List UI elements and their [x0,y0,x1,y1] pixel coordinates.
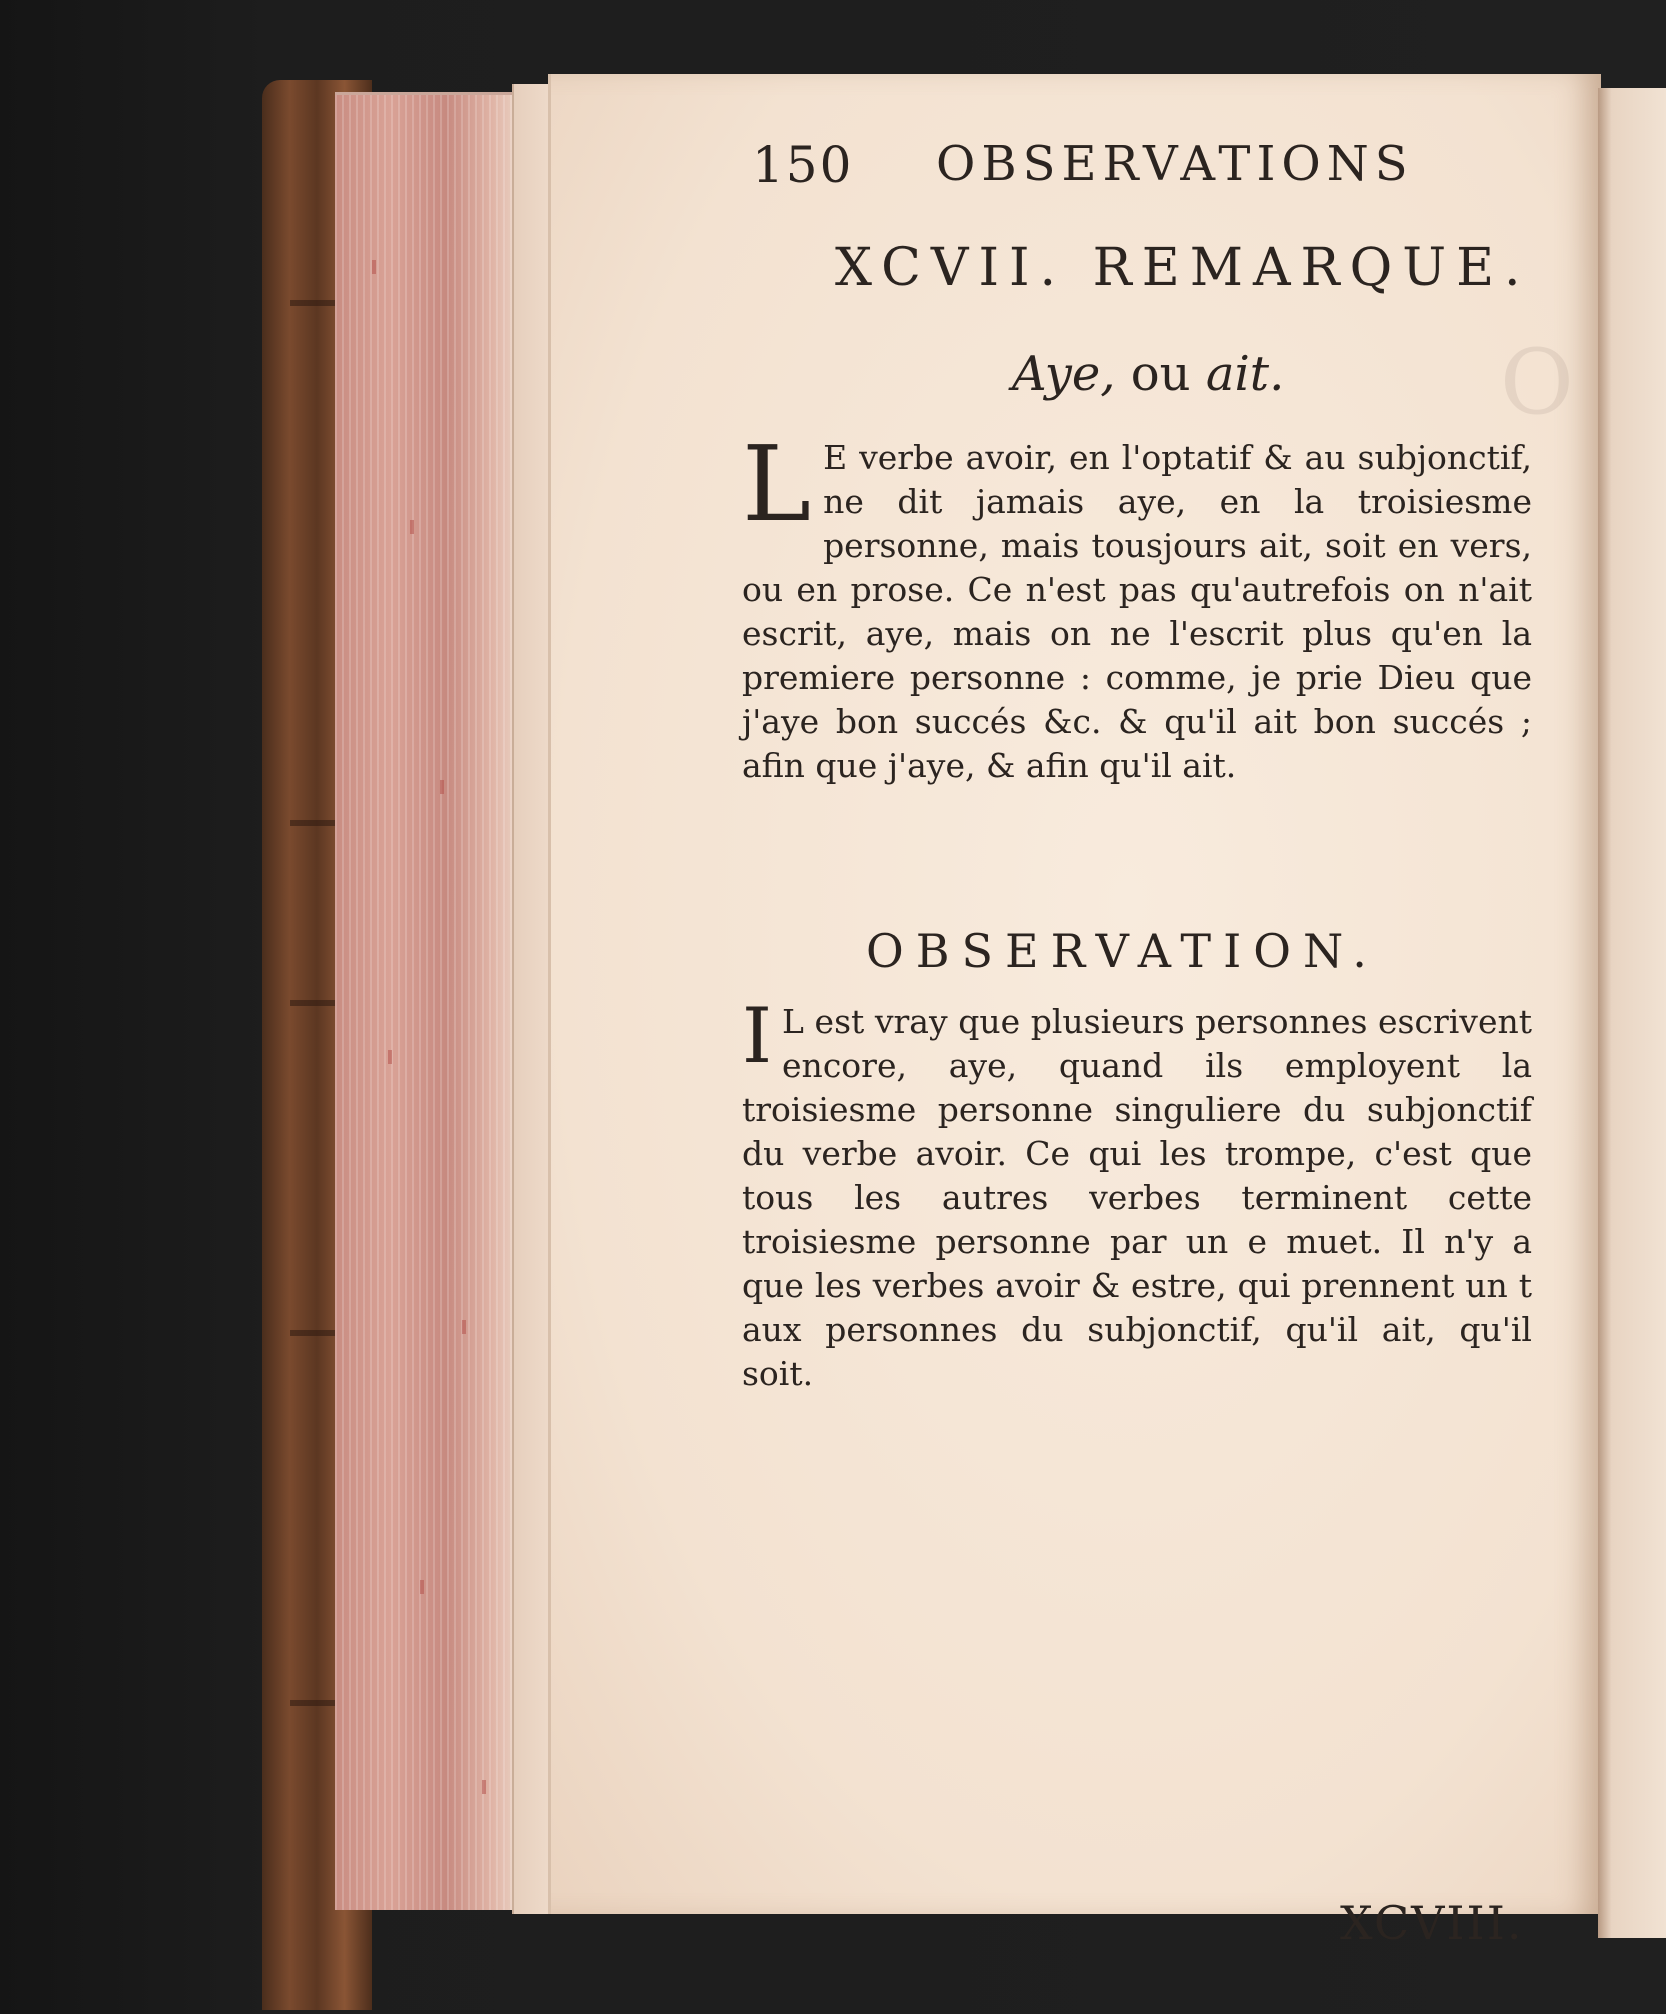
observation-paragraph [742,991,1532,1396]
remarque-subtitle [1012,346,1284,402]
drop-cap: L [742,423,812,545]
subtitle-aye: Aye, [1012,346,1116,402]
paragraph-text: E verbe avoir, en l'optatif & au subjonctif, ne dit jamais aye, en la troisiesme personne, mais tousjours ait, soit en vers, ou en prose. Ce n'est pas qu'autrefois on n'ait escrit, aye, mais on ne l'escrit plus qu'en la premiere personne : comme, je prie Dieu que j'aye bon succés &c. & qu'il ait bon succés ; afin que j'aye, & afin qu'il ait. [742,438,1532,785]
page-number: 150 [752,136,854,194]
edge-speck [388,1050,392,1064]
paragraph-text: L est vray que plusieurs personnes escrivent encore, aye, quand ils employent la troisiesme personne singuliere du subjonctif du verbe avoir. Ce qui les trompe, c'est que tous les autres verbes terminent cette troisiesme personne par un e muet. Il n'y a que les verbes avoir & estre, qui prennent un t aux personnes du subjonctif, qu'il ait, qu'il soit. [742,1002,1532,1393]
edge-speck [372,260,376,274]
edge-speck [410,520,414,534]
bleed-through-mark: O [1500,330,1574,435]
subtitle-ait: ait. [1205,346,1285,402]
edge-speck [482,1780,486,1794]
remarque-paragraph [742,423,1532,788]
facing-page-edge [1598,88,1666,1938]
remarque-heading: XCVII. REMARQUE. [835,238,1531,298]
running-title: OBSERVATIONS [936,136,1414,192]
subtitle-or: ou [1115,346,1206,402]
edge-speck [462,1320,466,1334]
edge-speck [440,780,444,794]
page-edges [335,92,520,1910]
observation-heading: OBSERVATION. [866,924,1379,978]
drop-cap: I [742,991,773,1080]
catchword: XCVIII. [1340,1896,1524,1950]
edge-speck [420,1580,424,1594]
